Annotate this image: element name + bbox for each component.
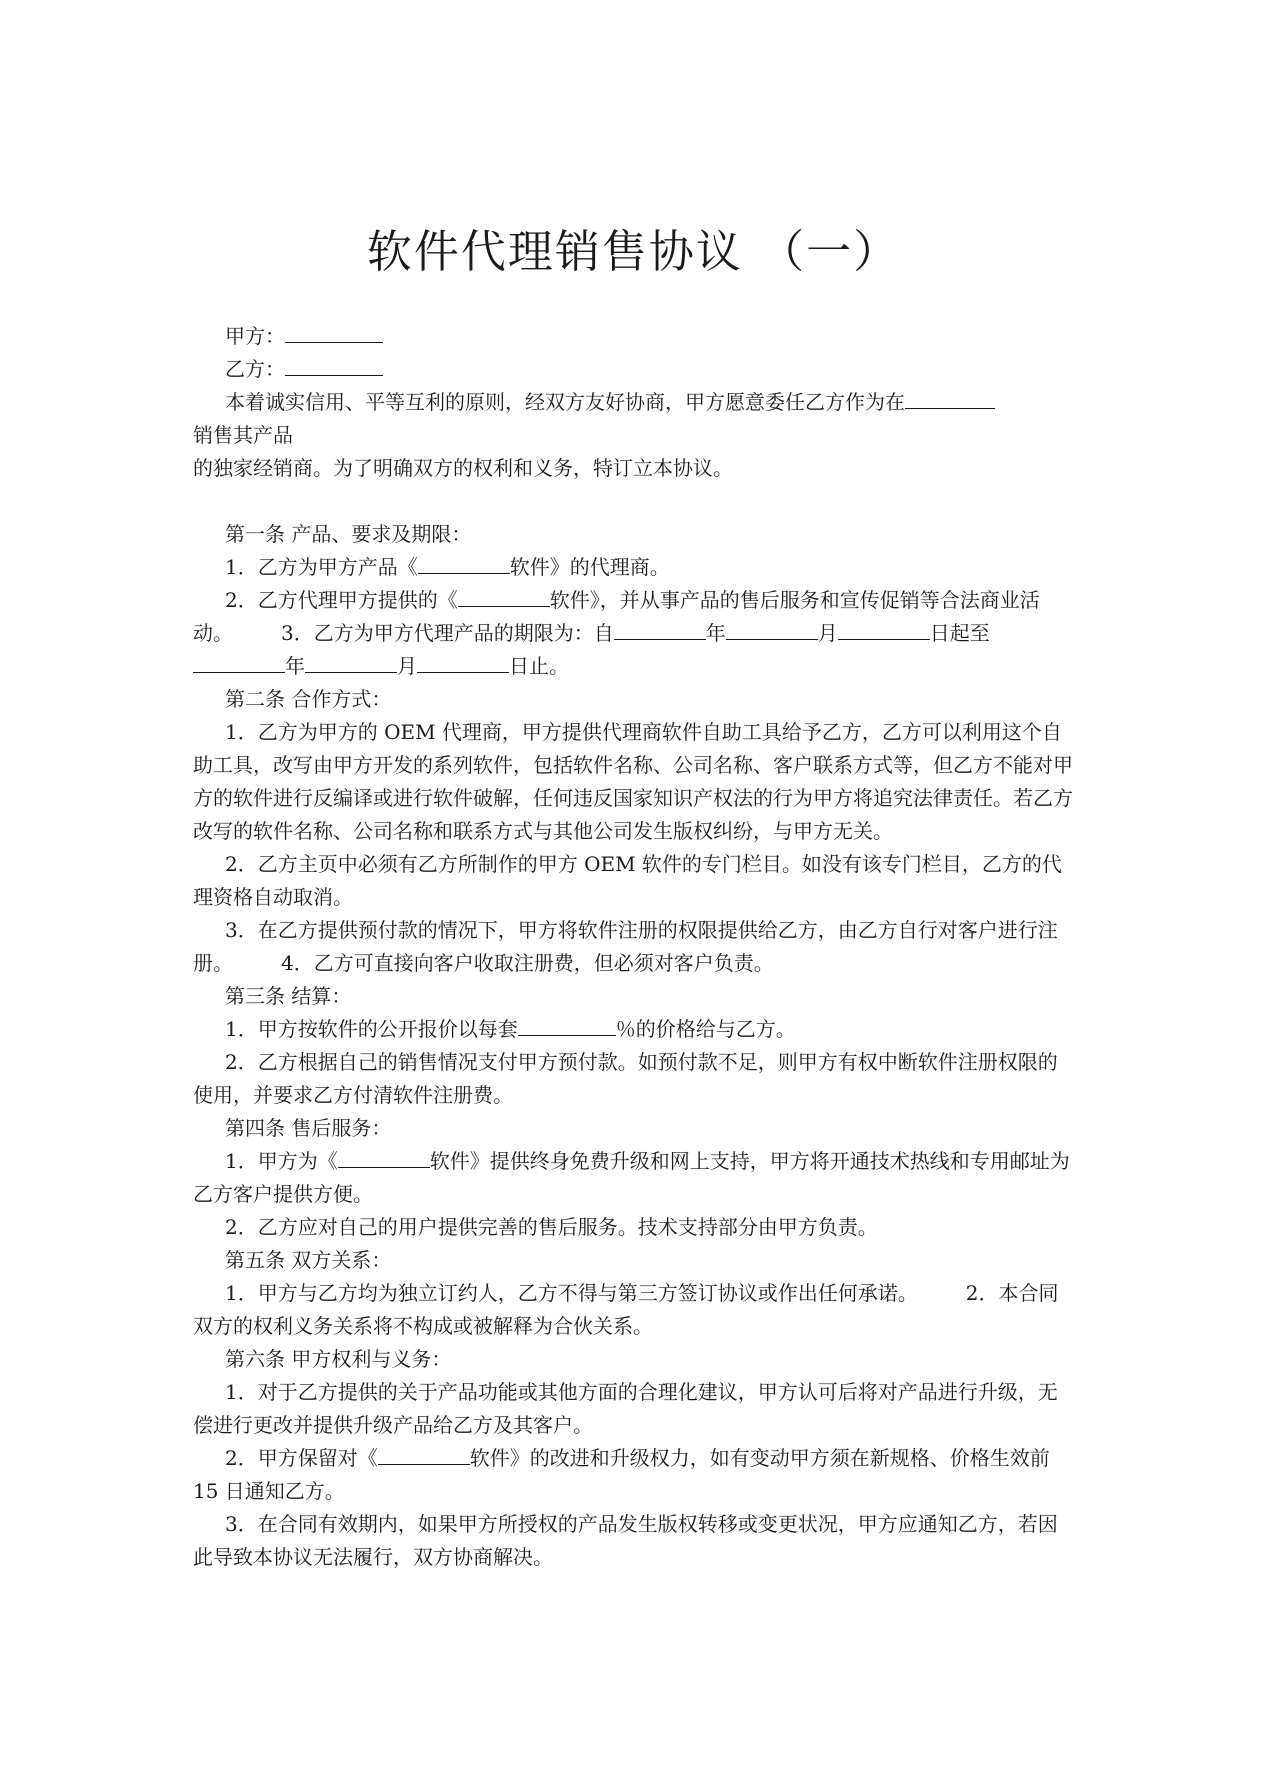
article-2-clause-1: 1．乙方为甲方的 OEM 代理商，甲方提供代理商软件自助工具给予乙方，乙方可以利用这个自助工具，改写由甲方开发的系列软件，包括软件名称、公司名称、客户联系方式等，但乙方不能对甲方的软件进行反编译或进行软件破解，任何违反国家知识产权法的行为甲方将追究法律责任。若乙方改写的软件名称、公司名称和联系方式与其他公司发生版权纠纷，与甲方无关。 — [193, 720, 1073, 843]
clause-text: 软件》的代理商。 — [509, 555, 670, 579]
software-name-blank — [378, 1442, 470, 1465]
clause-text: 1．甲方按软件的公开报价以每套 — [225, 1017, 518, 1041]
article-3-clause-2: 2．乙方根据自己的销售情况支付甲方预付款。如预付款不足，则甲方有权中断软件注册权限的使用，并要求乙方付清软件注册费。 — [193, 1050, 1058, 1107]
day-start-label: 日起至 — [929, 621, 990, 645]
preamble-text-1: 本着诚实信用、平等互利的原则，经双方友好协商，甲方愿意委任乙方作为在 — [225, 390, 905, 414]
year-label: 年 — [705, 621, 726, 645]
software-name-blank — [458, 584, 550, 607]
article-3-heading: 第三条 结算： — [225, 984, 352, 1008]
clause-text: 4．乙方可直接向客户收取注册费，但必须对客户负责。 — [281, 951, 774, 975]
start-year-blank — [614, 617, 706, 640]
month-label: 月 — [817, 621, 838, 645]
clause-text: 1．甲方为《 — [225, 1149, 338, 1173]
clause-text: 1．乙方为甲方产品《 — [225, 555, 418, 579]
party-a-line — [193, 320, 1075, 353]
section-gap — [193, 485, 1075, 518]
year-label: 年 — [285, 654, 305, 678]
start-month-blank — [726, 617, 818, 640]
article-2-heading: 第二条 合作方式： — [225, 687, 392, 711]
clause-text: 2．乙方代理甲方提供的《 — [225, 588, 458, 612]
article-1-clause-1 — [193, 551, 1075, 584]
article-6-clause-1: 1．对于乙方提供的关于产品功能或其他方面的合理化建议，甲方认可后将对产品进行升级，无偿进行更改并提供升级产品给乙方及其客户。 — [193, 1380, 1058, 1437]
clause-text: 2．本合同双方的权利义务关系将不构成或被解释为合伙关系。 — [193, 1281, 1059, 1338]
article-4-clause-1 — [193, 1145, 1075, 1211]
article-6-clause-3: 3．在合同有效期内，如果甲方所授权的产品发生版权转移或变更状况，甲方应通知乙方，若因此导致本协议无法履行，双方协商解决。 — [193, 1512, 1058, 1569]
day-end-label: 日止。 — [509, 654, 569, 678]
article-4-heading: 第四条 售后服务： — [225, 1116, 392, 1140]
preamble-line-3: 的独家经销商。为了明确双方的权利和义务，特订立本协议。 — [193, 456, 733, 480]
region-blank — [905, 386, 995, 409]
clause-text: 3．乙方为甲方代理产品的期限为：自 — [281, 621, 614, 645]
end-year-blank — [193, 650, 285, 673]
article-5-heading: 第五条 双方关系： — [225, 1248, 392, 1272]
end-month-blank — [305, 650, 397, 673]
article-6-clause-2 — [193, 1442, 1075, 1508]
clause-text: 软件》的改进和升级权力，如有变动甲方须在新规格、价格生效前 15 日通知乙方。 — [193, 1446, 1050, 1503]
article-6-heading: 第六条 甲方权利与义务： — [225, 1347, 452, 1371]
clause-text: 3．在乙方提供预付款的情况下，甲方将软件注册的权限提供给乙方，由乙方自行对客户进行注册。 — [193, 918, 1058, 975]
party-b-blank — [285, 353, 383, 376]
article-4-clause-2: 2．乙方应对自己的用户提供完善的售后服务。技术支持部分由甲方负责。 — [225, 1215, 878, 1239]
article-5-clauses — [193, 1277, 1075, 1343]
preamble-line-2: 销售其产品 — [193, 423, 293, 447]
clause-text: ％的价格给与乙方。 — [615, 1017, 796, 1041]
clause-text: 1．甲方与乙方均为独立订约人，乙方不得与第三方签订协议或作出任何承诺。 — [225, 1281, 918, 1305]
percentage-blank — [518, 1013, 616, 1036]
software-name-blank — [418, 551, 510, 574]
article-3-clause-1 — [193, 1013, 1075, 1046]
end-day-blank — [417, 650, 509, 673]
preamble-line-1 — [193, 386, 1075, 419]
article-2-clause-3-4 — [193, 914, 1075, 980]
software-name-blank — [338, 1145, 430, 1168]
clause-text: 2．甲方保留对《 — [225, 1446, 378, 1470]
clause-text: 软件》，并从事产品的售后服务和宣传促销等合法商业活动。 — [193, 588, 1040, 645]
party-a-blank — [285, 320, 383, 343]
party-a-label: 甲方： — [225, 324, 285, 348]
party-b-label: 乙方： — [225, 357, 285, 381]
article-1-heading: 第一条 产品、要求及期限： — [225, 522, 472, 546]
article-1-clause-2-3 — [193, 584, 1075, 683]
clause-text: 软件》提供终身免费升级和网上支持，甲方将开通技术热线和专用邮址为乙方客户提供方便。 — [193, 1149, 1070, 1206]
page-title: 软件代理销售协议 （一） — [366, 225, 901, 278]
party-b-line — [193, 353, 1075, 386]
month-label: 月 — [397, 654, 417, 678]
start-day-blank — [838, 617, 930, 640]
article-2-clause-2: 2．乙方主页中必须有乙方所制作的甲方 OEM 软件的专门栏目。如没有该专门栏目，乙方的代理资格自动取消。 — [193, 852, 1062, 909]
contract-body — [193, 320, 1075, 1574]
